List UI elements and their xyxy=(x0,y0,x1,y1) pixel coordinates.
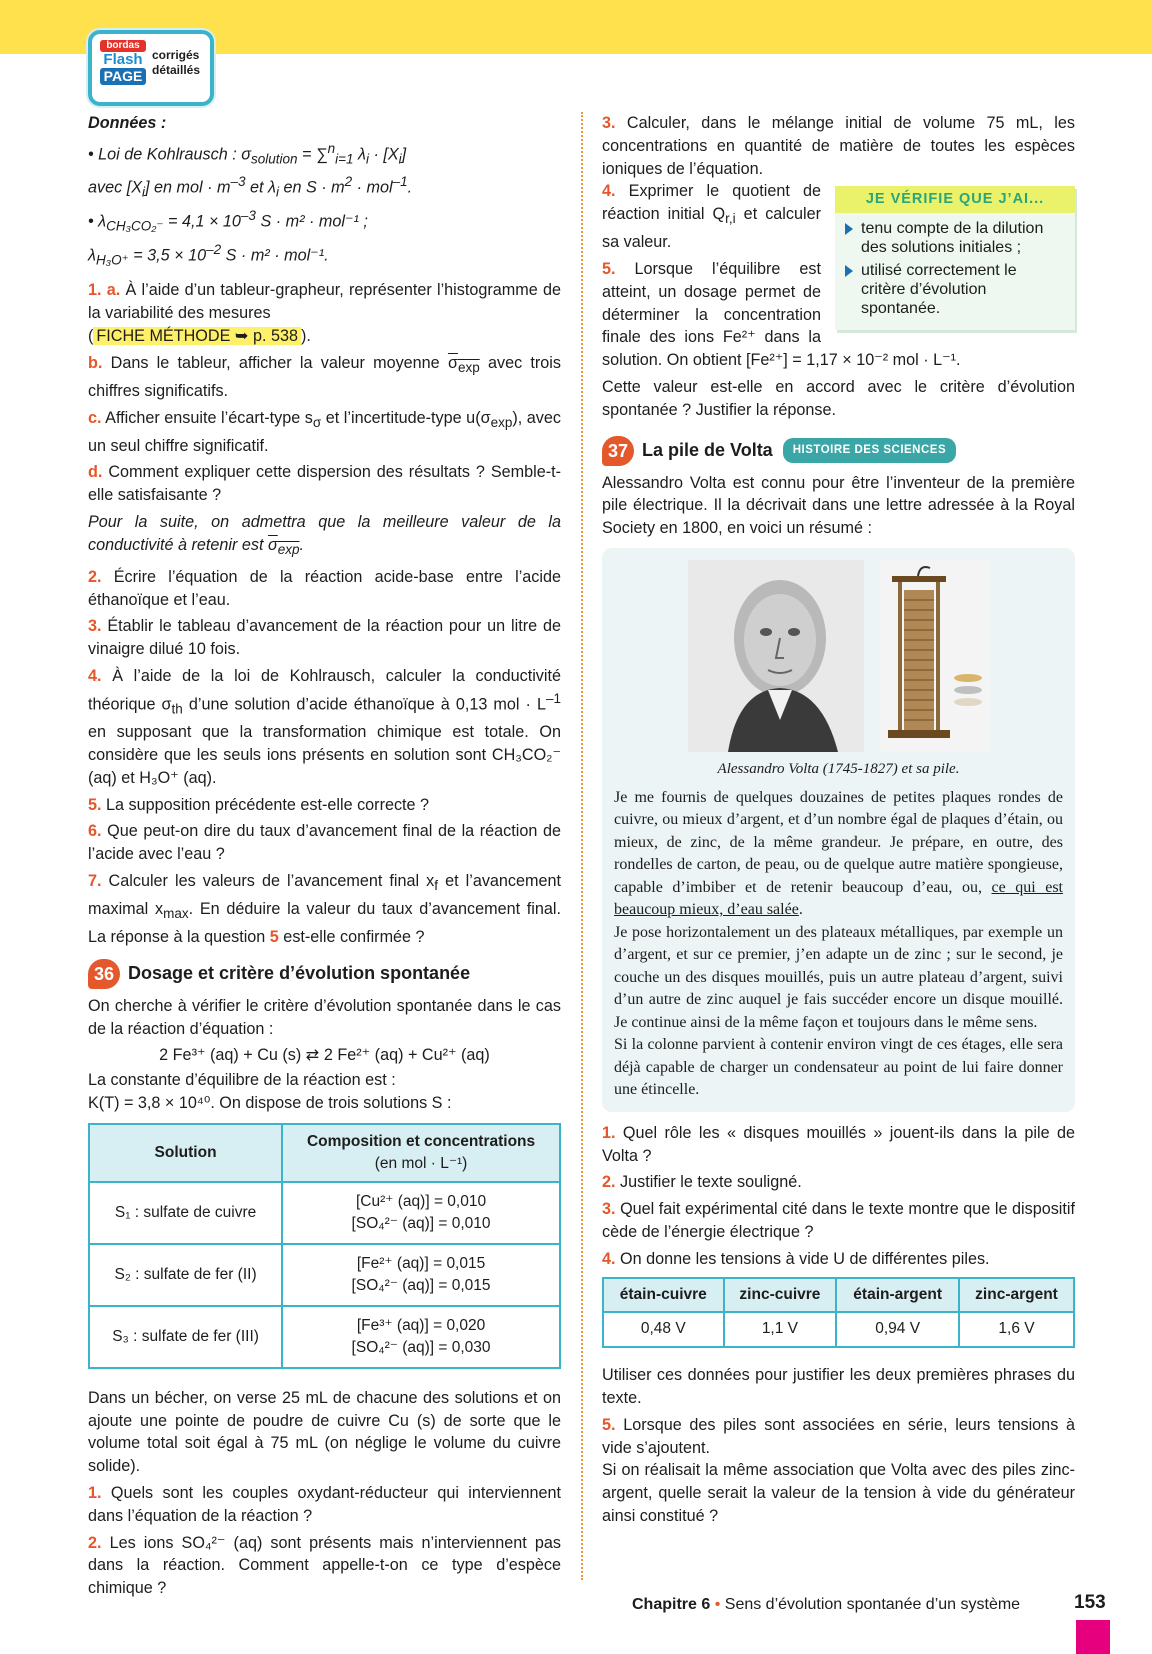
ex37-question-1: 1. Quel rôle les « disques mouillés » jouent-ils dans la pile de Volta ? xyxy=(602,1123,1075,1165)
ex36-question-1: 1. Quels sont les couples oxydant-réducteur qui interviennent dans l’équation de la réaction ? xyxy=(88,1483,561,1525)
table-header: Solution xyxy=(89,1124,282,1182)
question-1c: c. Afficher ensuite l’écart-type $s_\sigma$ et l’incertitude-type $u(\sigma_{exp})$, avec un seul chiffre significatif. xyxy=(88,408,561,455)
tensions-table xyxy=(602,1277,1075,1349)
flash-label: Flash xyxy=(103,51,143,68)
illustrations xyxy=(614,560,1063,752)
page-label: PAGE xyxy=(100,68,146,85)
ex36-k: K(T) = 3,8 × 10⁴⁰. On dispose de trois solutions S : xyxy=(88,1094,452,1112)
exercise-number: 37 xyxy=(602,436,634,466)
page-number: 153 xyxy=(1074,1592,1106,1613)
volta-letter: Je me fournis de quelques douzaines de petites plaques rondes de cuivre, ou mieux d’argent, et d’un nombre égal de plaques d’étain, ou mieux, de zinc, de la même grandeur. Je prépare, en outre, des rondelles de carton, de peau, ou de quelque autre matière spongieuse, capable d’imbiber et de retenir beaucoup d’eau, ou, ce qui est beaucoup mieux, d’eau salée. Je pose horizontalement un des plateaux métalliques, par exemple un d’argent, et sur ce premier, j’en adapte un de zinc ; sur le second, je couche un des disques mouillés, puis un autre plateau d’argent, suivi d’un autre de zinc auquel je fais succéder encore un disque mouillé. Je continue ainsi de la même façon et toujours dans le même sens. Si la colonne parvient à contenir environ vingt de ces étages, elle sera déjà capable de charger un condensateur au point de lui faire donner une étincelle. xyxy=(614,788,1063,1099)
pour-la-suite: Pour la suite, on admettra que la meilleure valeur de la conductivité à retenir est $\sigma_{exp}$. xyxy=(88,512,561,557)
document-box xyxy=(602,548,1075,1112)
ex36-question-4: 4. Exprimer le quotient de réaction initial $Q_{r,i}$ et calculer sa valeur. xyxy=(602,182,821,252)
volta-portrait-image xyxy=(688,560,864,752)
column-divider xyxy=(581,112,583,1580)
table-row: S₁ : sulfate de cuivre [Cu²⁺ (aq)] = 0,010 [SO₄²⁻ (aq)] = 0,010 xyxy=(89,1182,560,1244)
question-1b: b. Dans le tableur, afficher la valeur moyenne $\sigma_{exp}$ avec trois chiffres significatifs. xyxy=(88,353,561,400)
exercise-37-header xyxy=(602,436,1075,466)
image-caption: Alessandro Volta (1745-1827) et sa pile. xyxy=(717,760,960,777)
checklist-title: JE VÉRIFIE QUE J’AI... xyxy=(835,186,1075,213)
ex37-question-4: 4. On donne les tensions à vide U de différentes piles. xyxy=(602,1249,990,1268)
fiche-methode-link[interactable]: FICHE MÉTHODE ➥ p. 538 xyxy=(93,327,301,345)
corner-marker xyxy=(1076,1620,1110,1654)
separator-dot: • xyxy=(714,1596,721,1613)
volta-pile-image xyxy=(880,560,990,752)
exercise-title: La pile de Volta xyxy=(642,440,773,461)
question-6: 6. Que peut-on dire du taux d’avancement final de la réaction de l’acide avec l’eau ? xyxy=(88,822,561,864)
ex36-intro: On cherche à vérifier le critère d’évolution spontanée dans le cas de la réaction d’équation : xyxy=(88,996,561,1038)
checklist-box xyxy=(835,186,1075,330)
table-row: S₃ : sulfate de fer (III) [Fe³⁺ (aq)] = 0,020 [SO₄²⁻ (aq)] = 0,030 xyxy=(89,1306,560,1368)
exercise-number: 36 xyxy=(88,959,120,989)
question-1d: d. Comment expliquer cette dispersion des résultats ? Semble-t-elle satisfaisante ? xyxy=(88,463,561,505)
table-row: étain-cuivre zinc-cuivre étain-argent zinc-argent xyxy=(603,1278,1074,1313)
ex36-question-2: 2. Les ions SO₄²⁻ (aq) sont présents mais n’interviennent pas dans la réaction. Comment appelle-t-on ce type d’espèce chimique ? xyxy=(88,1533,561,1598)
checklist-item: utilisé correctement le critère d’évolution spontanée. xyxy=(843,261,1065,318)
ex37-intro: Alessandro Volta est connu pour être l’inventeur de la première pile électrique. Il la décrivait dans une lettre adressée à la Royal Society en 1800, en voici un résumé : xyxy=(602,473,1075,538)
flashpage-badge[interactable] xyxy=(88,30,214,106)
ex37-question-4b: Utiliser ces données pour justifier les deux premières phrases du texte. xyxy=(602,1366,1075,1407)
question-3: 3. Établir le tableau d’avancement de la réaction pour un litre de vinaigre dilué 10 fois. xyxy=(88,617,561,659)
table-row: S₂ : sulfate de fer (II) [Fe²⁺ (aq)] = 0,015 [SO₄²⁻ (aq)] = 0,015 xyxy=(89,1244,560,1306)
page-footer xyxy=(632,1596,1020,1614)
solutions-table xyxy=(88,1123,561,1369)
checklist-item: tenu compte de la dilution des solutions initiales ; xyxy=(843,219,1065,257)
question-1a: 1. a. À l’aide d’un tableur-grapheur, représenter l’histogramme de la variabilité des mesures ( FICHE MÉTHODE ➥ p. 538 ). xyxy=(88,281,561,345)
donnees-title: Données : xyxy=(88,114,167,132)
chapter-label: Chapitre 6 xyxy=(632,1596,711,1613)
table-row: 0,48 V 1,1 V 0,94 V 1,6 V xyxy=(603,1312,1074,1347)
history-tag: HISTOIRE DES SCIENCES xyxy=(783,438,956,463)
kohlrausch-law: • Loi de Kohlrausch : $\sigma_{solution} = \sum^n_{i=1}$ $\lambda_i \cdot [X_i]$ avec $[X_i]$ en mol · $m^{-3}$ et $\lambda_i$ en $S \cdot m^2 \cdot mol^{-1}$. • $\lambda_{CH_3CO_2^-} = 4,1 \times 10^{-3}$ S · m² · mol⁻¹ ; $\lambda_{H_3O^+} = 3,5 \times 10^{-2}$ S · m² · mol⁻¹. xyxy=(88,140,413,268)
ex37-question-2: 2. Justifier le texte souligné. xyxy=(602,1173,802,1192)
question-2: 2. Écrire l’équation de la réaction acide-base entre l’acide éthanoïque et l’eau. xyxy=(88,567,561,609)
ex36-question-3: 3. Calculer, dans le mélange initial de volume 75 mL, les concentrations en quantité de matière de toutes les espèces ioniques de l’équation. xyxy=(602,114,1075,178)
badge-caption: corrigés détaillés xyxy=(152,48,201,77)
ex36-question-5: 5. Lorsque l’équilibre est atteint, un dosage permet de déterminer la concentration finale des ions Fe²⁺ dans la solution. On obtient [Fe²⁺] = 1,17 × 10⁻² mol · L⁻¹. xyxy=(602,260,961,370)
ex37-question-3: 3. Quel fait expérimental cité dans le texte montre que le dispositif cède de l’énergie électrique ? xyxy=(602,1200,1075,1241)
chapter-title: Sens d’évolution spontanée d’un système xyxy=(724,1596,1021,1613)
ex36-constant: La constante d’équilibre de la réaction est : xyxy=(88,1071,396,1090)
ex36-question-5b: Cette valeur est-elle en accord avec le critère d’évolution spontanée ? Justifier la réponse. xyxy=(602,378,1075,419)
question-4: 4. À l’aide de la loi de Kohlrausch, calculer la conductivité théorique $\sigma_{th}$ d’une solution d’acide éthanoïque à 0,13 mol · $L^{-1}$ en supposant que la transformation chimique est totale. On considère que les seuls ions présents en solution sont CH₃CO₂⁻ (aq) et H₃O⁺ (aq). xyxy=(88,666,561,787)
exercise-title: Dosage et critère d’évolution spontanée xyxy=(128,963,471,984)
ex37-question-5b: Si on réalisait la même association que Volta avec des piles zinc-argent, quelle serait la valeur de la tension à vide du générateur ainsi constitué ? xyxy=(602,1461,1075,1525)
ex37-question-5: 5. Lorsque des piles sont associées en série, leurs tensions à vide s’ajoutent. xyxy=(602,1415,1075,1457)
underlined-text: ce qui est beaucoup mieux, d’eau salée xyxy=(614,878,1063,919)
question-7: 7. Calculer les valeurs de l’avancement final $x_f$ et l’avancement maximal $x_{max}$. En déduire la valeur du taux d’avancement final. La réponse à la question 5 est-elle confirmée ? xyxy=(88,871,562,947)
question-5: 5. La supposition précédente est-elle correcte ? xyxy=(88,795,430,814)
bordas-logo: bordas xyxy=(100,40,146,52)
table-header: Composition et concentrations (en mol · L⁻¹) xyxy=(282,1124,560,1182)
left-column xyxy=(88,112,561,1604)
exercise-36-header xyxy=(88,959,561,989)
becher-text: Dans un bécher, on verse 25 mL de chacune des solutions et on ajoute une pointe de poudre de cuivre Cu (s) de sorte que le volume total soit égal à 75 mL (on néglige le volume du cuivre solide). xyxy=(88,1388,561,1476)
ex36-equation: 2 Fe³⁺ (aq) + Cu (s) ⇄ 2 Fe²⁺ (aq) + Cu²⁺ (aq) xyxy=(159,1046,490,1065)
right-column xyxy=(602,112,1075,1532)
